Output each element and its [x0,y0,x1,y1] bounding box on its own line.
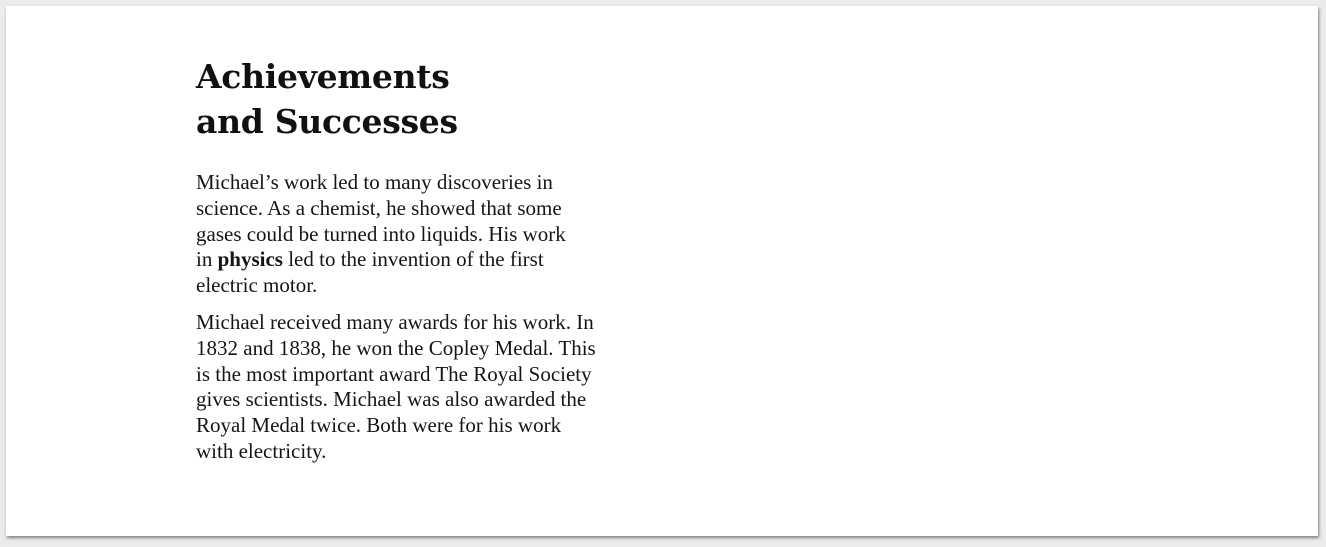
text-line: 1832 and 1838, he won the Copley Medal. This [196,335,596,360]
title-line: Achievements [196,57,450,96]
text-line: Royal Medal twice. Both were for his work [196,413,562,438]
page-title [196,54,616,144]
text-line: gases could be turned into liquids. His work [196,221,566,246]
text-line: with electricity. [196,438,327,463]
text-line: electric motor. [196,273,318,298]
book-page [6,6,1318,536]
paragraph-discoveries [196,170,616,299]
page-content [196,54,616,465]
text-line: Michael received many awards for his work. In [196,309,594,334]
text-line [196,247,616,273]
text-segment: in [196,247,218,272]
text-line: is the most important award The Royal Society [196,361,592,386]
text-line: science. As a chemist, he showed that some [196,195,562,220]
text-line: gives scientists. Michael was also awarded the [196,387,587,412]
text-segment: led to the invention of the first [282,247,544,272]
body-text [196,170,616,465]
text-line: Michael’s work led to many discoveries in [196,170,553,194]
title-line: and Successes [196,102,458,141]
glossary-term-physics: physics [217,247,283,272]
paragraph-awards [196,310,616,465]
